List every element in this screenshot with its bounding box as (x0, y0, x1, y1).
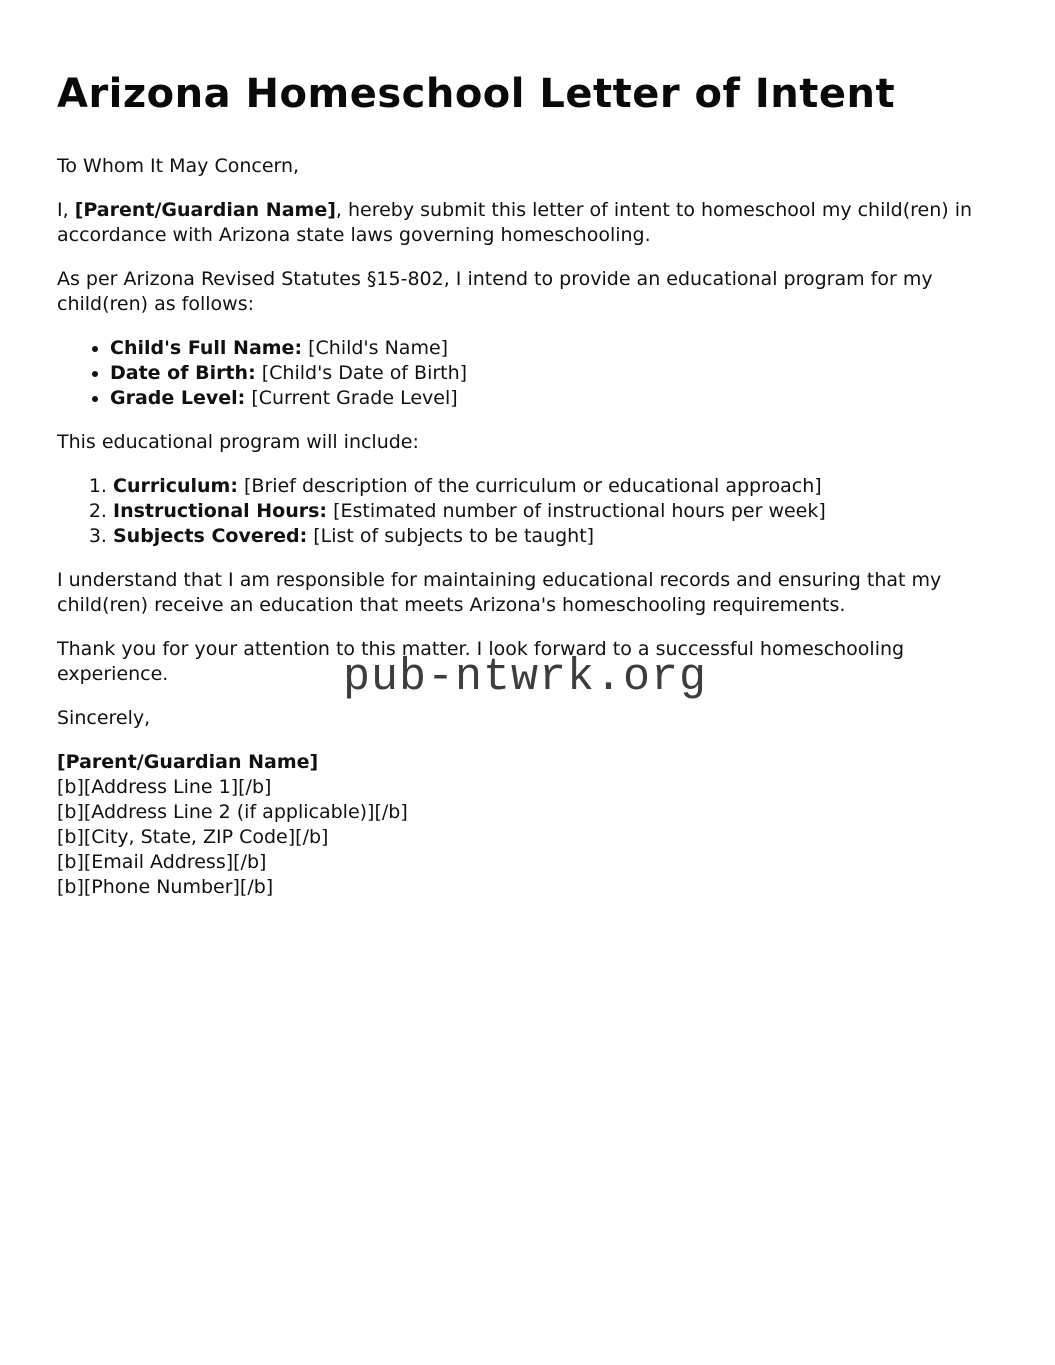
bullet-label: Child's Full Name: (110, 337, 303, 359)
signature-address-line-1: [b][Address Line 1][/b] (57, 776, 272, 798)
salutation: To Whom It May Concern, (57, 155, 300, 177)
intro-suffix: , hereby submit this letter of intent to homeschool my child(ren) in accordance with Arizona state laws governing homeschooling. (57, 199, 973, 246)
list-item-date-of-birth (110, 361, 987, 386)
list-item-instructional-hours (113, 499, 987, 524)
list-item-grade-level (110, 386, 987, 411)
closing: Sincerely, (57, 707, 151, 729)
signature-city-state-zip: [b][City, State, ZIP Code][/b] (57, 826, 329, 848)
list-item-child-name (110, 336, 987, 361)
bullet-value: [Current Grade Level] (251, 387, 458, 409)
numbered-value: [List of subjects to be taught] (313, 525, 595, 547)
numbered-label: Curriculum: (113, 475, 238, 497)
page-title: Arizona Homeschool Letter of Intent (57, 71, 896, 117)
numbered-value: [Brief description of the curriculum or educational approach] (244, 475, 822, 497)
bullet-label: Date of Birth: (110, 362, 256, 384)
bullet-value: [Child's Date of Birth] (261, 362, 468, 384)
parent-name-placeholder: [Parent/Guardian Name] (74, 199, 336, 221)
signature-phone: [b][Phone Number][/b] (57, 876, 274, 898)
intro-prefix: I, (57, 199, 75, 221)
numbered-label: Instructional Hours: (113, 500, 328, 522)
child-info-list (57, 336, 987, 411)
signature-name: [Parent/Guardian Name] (57, 751, 319, 773)
responsibility-paragraph: I understand that I am responsible for maintaining educational records and ensuring that my child(ren) receive an education that meets Arizona's homeschooling requirements. (57, 569, 942, 616)
signature-email: [b][Email Address][/b] (57, 851, 267, 873)
program-intro-paragraph: This educational program will include: (57, 431, 419, 453)
thank-you-paragraph: Thank you for your attention to this matter. I look forward to a successful homeschooling experience. (57, 638, 905, 685)
numbered-label: Subjects Covered: (113, 525, 308, 547)
program-details-list (57, 474, 987, 549)
list-item-subjects-covered (113, 524, 987, 549)
intro-paragraph (57, 198, 987, 248)
site-watermark: pub-ntwrk.org (343, 652, 708, 703)
list-item-curriculum (113, 474, 987, 499)
signature-block (57, 750, 987, 900)
numbered-value: [Estimated number of instructional hours per week] (333, 500, 826, 522)
statute-paragraph: As per Arizona Revised Statutes §15-802, I intend to provide an educational program for my child(ren) as follows: (57, 268, 933, 315)
signature-address-line-2: [b][Address Line 2 (if applicable)][/b] (57, 801, 408, 823)
bullet-label: Grade Level: (110, 387, 246, 409)
bullet-value: [Child's Name] (308, 337, 449, 359)
